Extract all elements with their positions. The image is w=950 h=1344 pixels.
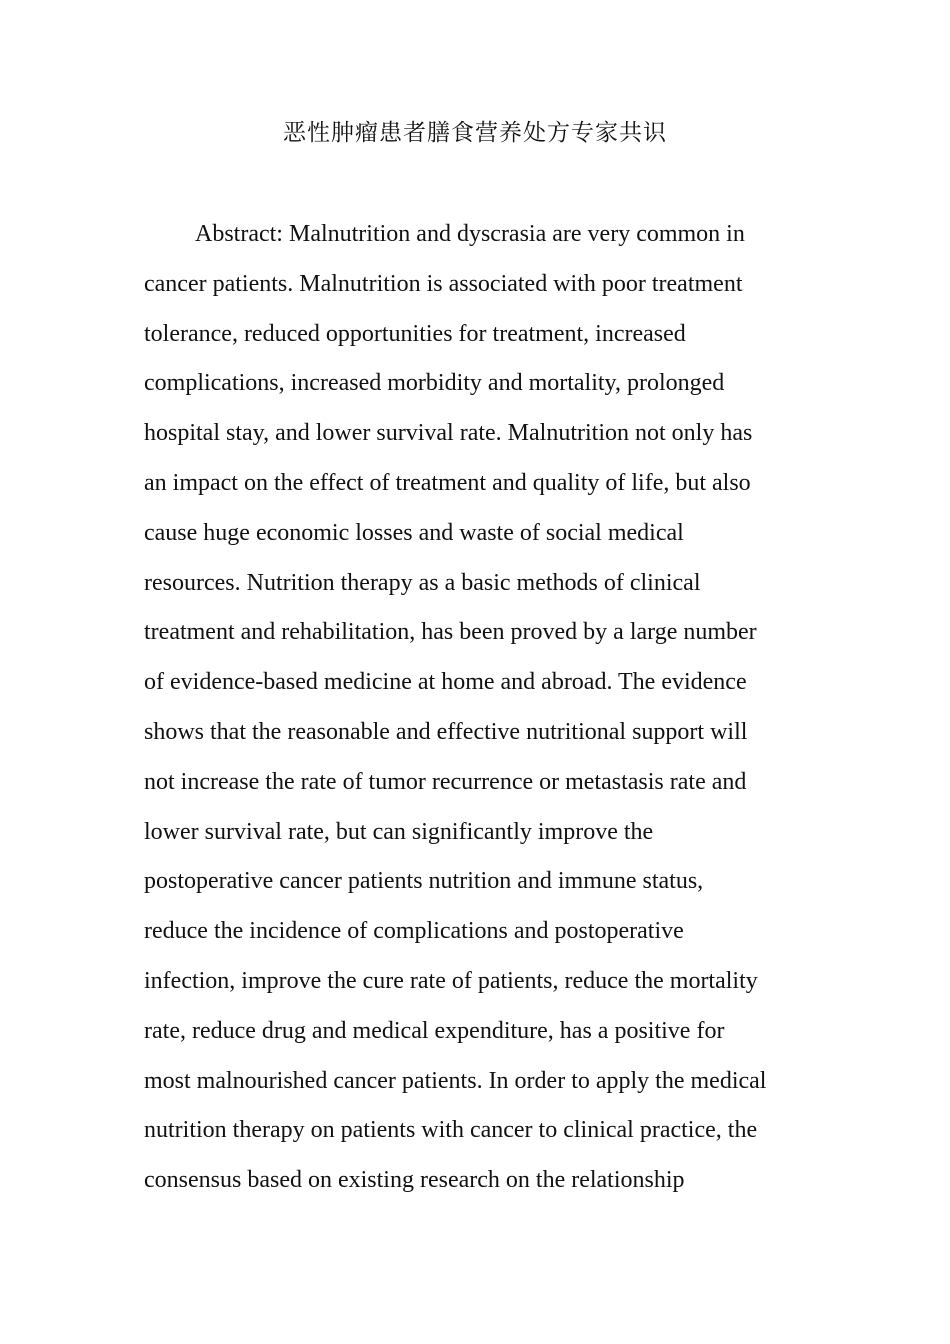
abstract-line: of evidence-based medicine at home and abroad. The evidence (144, 669, 747, 696)
abstract-line: cause huge economic losses and waste of social medical (144, 519, 684, 546)
abstract-line: complications, increased morbidity and mortality, prolonged (144, 370, 725, 397)
abstract-line: cancer patients. Malnutrition is associated with poor treatment (144, 270, 743, 297)
abstract-line: postoperative cancer patients nutrition and immune status, (144, 868, 704, 895)
abstract-line: reduce the incidence of complications and postoperative (144, 918, 684, 945)
abstract-line: Abstract: Malnutrition and dyscrasia are very common in (195, 221, 745, 247)
abstract-line: not increase the rate of tumor recurrence or metastasis rate and (144, 768, 747, 795)
abstract-line: treatment and rehabilitation, has been proved by a large number (144, 619, 757, 646)
abstract-line: infection, improve the cure rate of patients, reduce the mortality (144, 967, 758, 994)
document-title: 恶性肿瘤患者膳食营养处方专家共识 (283, 120, 667, 146)
abstract-line: shows that the reasonable and effective nutritional support will (144, 718, 748, 745)
abstract-line: rate, reduce drug and medical expenditure, has a positive for (144, 1017, 725, 1044)
abstract-line: consensus based on existing research on the relationship (144, 1167, 685, 1194)
abstract-line: an impact on the effect of treatment and quality of life, but also (144, 469, 751, 496)
abstract-line: hospital stay, and lower survival rate. Malnutrition not only has (144, 420, 753, 447)
abstract-line: resources. Nutrition therapy as a basic methods of clinical (144, 569, 701, 596)
abstract-paragraph (144, 210, 824, 1206)
abstract-line: most malnourished cancer patients. In order to apply the medical (144, 1067, 767, 1094)
abstract-line: tolerance, reduced opportunities for treatment, increased (144, 320, 686, 347)
abstract-line: nutrition therapy on patients with cancer to clinical practice, the (144, 1117, 758, 1144)
abstract-line: lower survival rate, but can significantly improve the (144, 818, 654, 845)
